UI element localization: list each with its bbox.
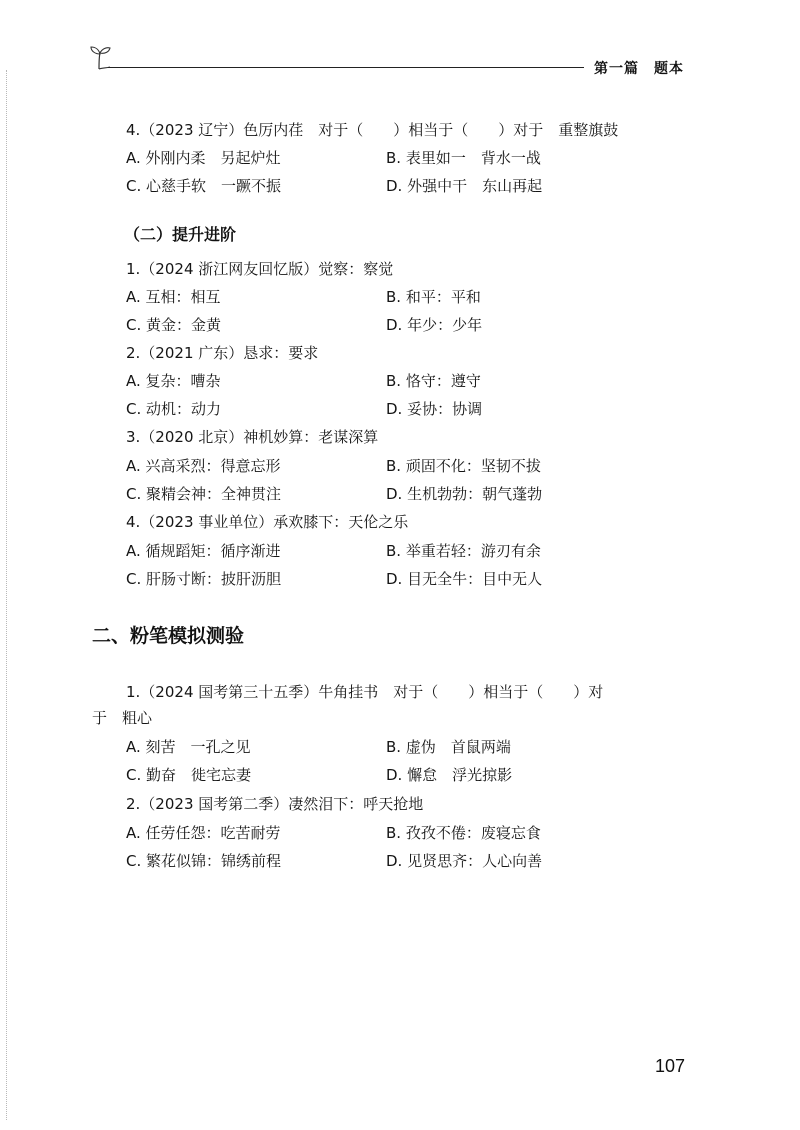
option-b: B. 恪守：遵守 [386, 372, 481, 390]
page-number: 107 [655, 1056, 686, 1076]
question-stem: 4.（2023 事业单位）承欢膝下：天伦之乐 [126, 513, 409, 531]
option-d: D. 目无全牛：目中无人 [386, 570, 543, 588]
option-c: C. 勤奋 徙宅忘妻 [126, 766, 252, 784]
option-a: A. 循规蹈矩：循序渐进 [126, 542, 281, 560]
sprout-icon [88, 42, 112, 70]
question-stem: 1.（2024 浙江网友回忆版）觉察：察觉 [126, 260, 394, 278]
option-d: D. 见贤思齐：人心向善 [386, 852, 543, 870]
option-a: A. 外刚内柔 另起炉灶 [126, 149, 281, 167]
question-stem: 1.（2024 国考第三十五季）牛角挂书 对于（ ）相当于（ ）对 [126, 683, 604, 701]
option-a: A. 互相：相互 [126, 288, 221, 306]
option-b: B. 孜孜不倦：废寝忘食 [386, 824, 541, 842]
running-header: 第一篇 题本 [594, 61, 684, 77]
option-d: D. 懈怠 浮光掠影 [386, 766, 513, 784]
sub-section-heading: （二）提升进阶 [124, 225, 237, 244]
page-edge-dots [6, 70, 7, 1120]
option-c: C. 繁花似锦：锦绣前程 [126, 852, 282, 870]
option-b: B. 表里如一 背水一战 [386, 149, 541, 167]
option-b: B. 和平：平和 [386, 288, 481, 306]
option-c: C. 心慈手软 一蹶不振 [126, 177, 282, 195]
option-a: A. 复杂：嘈杂 [126, 372, 221, 390]
option-b: B. 虚伪 首鼠两端 [386, 738, 511, 756]
option-c: C. 肝肠寸断：披肝沥胆 [126, 570, 282, 588]
question-stem: 3.（2020 北京）神机妙算：老谋深算 [126, 428, 379, 446]
option-d: D. 年少：少年 [386, 316, 483, 334]
section-heading: 二、粉笔模拟测验 [92, 625, 245, 647]
question-stem: 4.（2023 辽宁）色厉内荏 对于（ ）相当于（ ）对于 重整旗鼓 [126, 121, 619, 139]
option-b: B. 顽固不化：坚韧不拔 [386, 457, 541, 475]
option-c: C. 动机：动力 [126, 400, 222, 418]
option-a: A. 兴高采烈：得意忘形 [126, 457, 281, 475]
option-b: B. 举重若轻：游刃有余 [386, 542, 541, 560]
option-d: D. 外强中干 东山再起 [386, 177, 543, 195]
option-d: D. 妥协：协调 [386, 400, 483, 418]
option-a: A. 刻苦 一孔之见 [126, 738, 251, 756]
question-stem-continued: 于 粗心 [92, 709, 153, 727]
option-c: C. 黄金：金黄 [126, 316, 222, 334]
question-stem: 2.（2023 国考第二季）凄然泪下：呼天抢地 [126, 795, 424, 813]
option-a: A. 任劳任怨：吃苦耐劳 [126, 824, 281, 842]
option-c: C. 聚精会神：全神贯注 [126, 485, 282, 503]
question-stem: 2.（2021 广东）恳求：要求 [126, 344, 319, 362]
header-rule [108, 67, 584, 68]
option-d: D. 生机勃勃：朝气蓬勃 [386, 485, 543, 503]
